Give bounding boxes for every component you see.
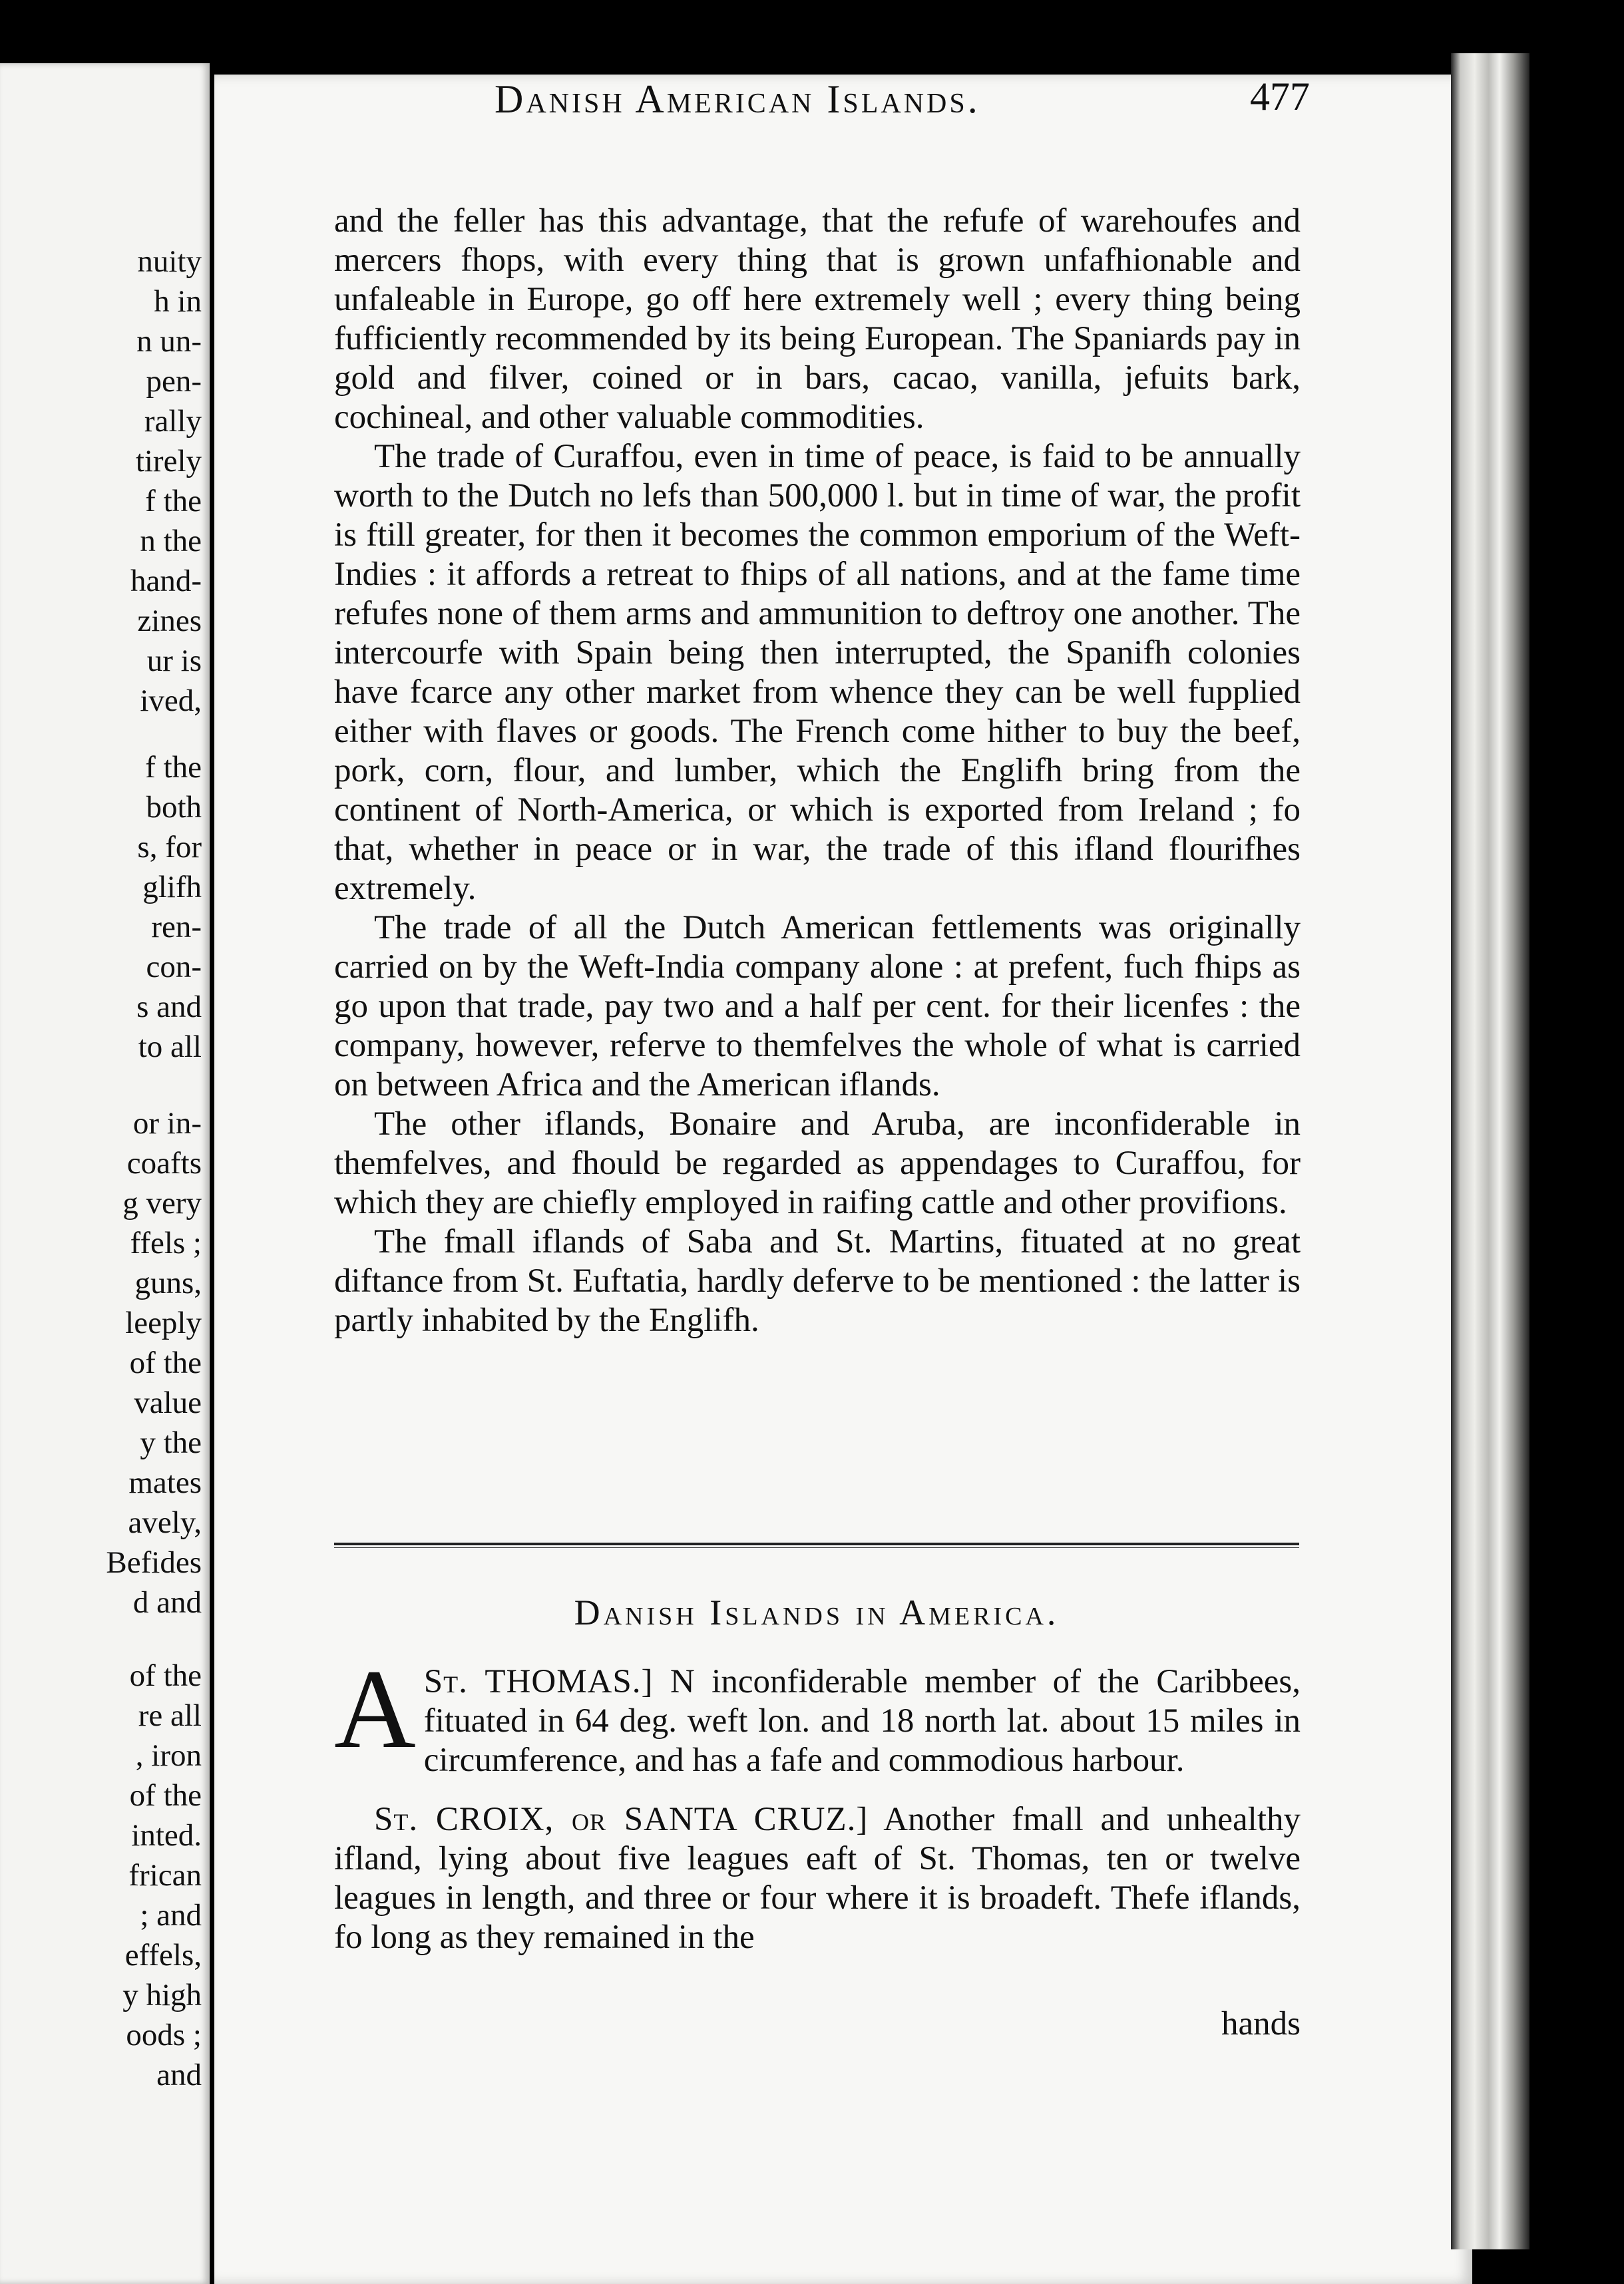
left-page-line: y the xyxy=(140,1426,202,1460)
paragraph: The fmall iflands of Saba and St. Martins, fituated at no great diftance from St. Euftatia, hardly deferve to be mentioned : the latter is partly inhabited by the Englifh. xyxy=(334,1223,1301,1339)
left-page-line: both xyxy=(146,790,202,825)
drop-cap: A xyxy=(334,1646,416,1772)
left-page-line: con- xyxy=(146,950,202,984)
entry-heading: St. CROIX, or SANTA CRUZ.] xyxy=(374,1801,869,1838)
left-page-line: of the xyxy=(129,1658,202,1693)
left-page-line: leeply xyxy=(125,1306,202,1340)
left-page-line: coafts xyxy=(126,1146,202,1181)
left-page-line: s and xyxy=(136,990,202,1024)
left-page-line: n un- xyxy=(136,324,202,359)
paragraph: The other iflands, Bonaire and Aruba, are inconfiderable in themfelves, and fhould be regarded as appendages to Curaffou, for which they are chiefly employed in raifing cattle and other provifions. xyxy=(334,1105,1301,1221)
body-text xyxy=(334,202,1301,1340)
left-page-line: of the xyxy=(129,1346,202,1380)
left-page-line: re all xyxy=(138,1698,202,1733)
left-page-line: pen- xyxy=(146,364,202,399)
left-page-line: n the xyxy=(140,524,202,558)
section-divider-rule xyxy=(334,1543,1299,1548)
left-page-line: or in- xyxy=(132,1106,202,1141)
running-title: Danish American Islands. xyxy=(495,77,980,121)
entry-text: Another fmall and unhealthy ifland, lying about five leagues eaft of St. Thomas, ten or twelve leagues in length, and three or four where it is broadeft. Thefe iflands, fo long as they remained in the xyxy=(334,1801,1301,1956)
left-page-line: frican xyxy=(128,1858,202,1893)
left-page-line: ffels ; xyxy=(130,1226,202,1260)
left-page-line: avely, xyxy=(128,1505,202,1540)
left-page-line: tirely xyxy=(135,444,202,478)
left-page-line: oods ; xyxy=(126,2018,202,2052)
left-page-line: g very xyxy=(122,1186,202,1221)
left-page-line: mates xyxy=(128,1465,202,1500)
left-page-line: s, for xyxy=(137,830,202,864)
page-number: 477 xyxy=(1250,75,1310,118)
page-edges xyxy=(1451,53,1529,2249)
left-page-line: h in xyxy=(154,284,202,319)
left-page-line: ived, xyxy=(140,683,202,718)
left-page-line: f the xyxy=(145,750,202,785)
entry-heading: St. THOMAS.] xyxy=(423,1663,654,1700)
left-page-line: f the xyxy=(145,484,202,518)
left-page-line: effels, xyxy=(124,1938,202,1973)
left-page-line: Befides xyxy=(106,1545,202,1580)
paragraph: and the feller has this advantage, that the refufe of warehoufes and mercers fhops, with every thing that is grown unfafhionable and unfaleable in Europe, go off here extremely well ; every thing being fufficiently recommended by its being European. The Spaniards pay in gold and filver, coined or in bars, cacao, vanilla, jefuits bark, cochineal, and other valuable commodities. xyxy=(334,202,1301,436)
left-page-line: rally xyxy=(144,404,202,439)
left-page-line: guns, xyxy=(134,1266,202,1300)
paragraph: The trade of all the Dutch American fettlements was originally carried on by the Weft-India company alone : at prefent, fuch fhips as go upon that trade, pay two and a half per cent. for their licenfes : the company, however, referve to themfelves the whole of what is carried on between Africa and the American iflands. xyxy=(334,909,1301,1103)
left-page-line: of the xyxy=(129,1778,202,1813)
section-text xyxy=(334,1646,1301,1957)
left-page-line: , iron xyxy=(135,1738,202,1773)
entry-text: N inconfiderable member of the Caribbees, fituated in 64 deg. weft lon. and 18 north lat. about 15 miles in circumference, and has a fafe and commodious harbour. xyxy=(423,1663,1301,1779)
entry-st-thomas xyxy=(334,1646,1301,1780)
left-facing-page xyxy=(0,63,210,2284)
left-page-line: glifh xyxy=(142,870,202,904)
section-title: Danish Islands in America. xyxy=(574,1593,1060,1632)
left-page-line: and xyxy=(156,2058,202,2092)
left-page-line: nuity xyxy=(137,244,202,279)
catchword: hands xyxy=(1221,2005,1301,2042)
page-header xyxy=(278,77,1310,123)
left-page-line: zines xyxy=(137,604,202,638)
left-page-line: to all xyxy=(138,1030,202,1064)
left-page-line: value xyxy=(134,1386,202,1420)
left-page-line: ur is xyxy=(146,644,202,678)
left-page-line: ren- xyxy=(151,910,202,944)
left-page-line: hand- xyxy=(130,564,202,598)
paragraph: The trade of Curaffou, even in time of peace, is faid to be annually worth to the Dutch no lefs than 500,000 l. but in time of war, the profit is ftill greater, for then it becomes the common emporium of the Weft-Indies : it affords a retreat to fhips of all nations, and at the fame time refufes none of them arms and ammunition to deftroy one another. The intercourfe with Spain being then interrupted, the Spanifh colonies have fcarce any other market from whence they can be well fupplied either with flaves or goods. The French come hither to buy the beef, pork, corn, flour, and lumber, which the Englifh bring from the continent of North-America, or which is exported from Ireland ; fo that, whether in peace or in war, the trade of this ifland flourifhes extremely. xyxy=(334,438,1301,907)
left-page-line: inted. xyxy=(131,1818,202,1853)
entry-st-croix xyxy=(334,1800,1301,1957)
left-page-line: ; and xyxy=(140,1898,202,1933)
left-page-line: d and xyxy=(132,1585,202,1620)
left-page-line: y high xyxy=(122,1978,202,2012)
